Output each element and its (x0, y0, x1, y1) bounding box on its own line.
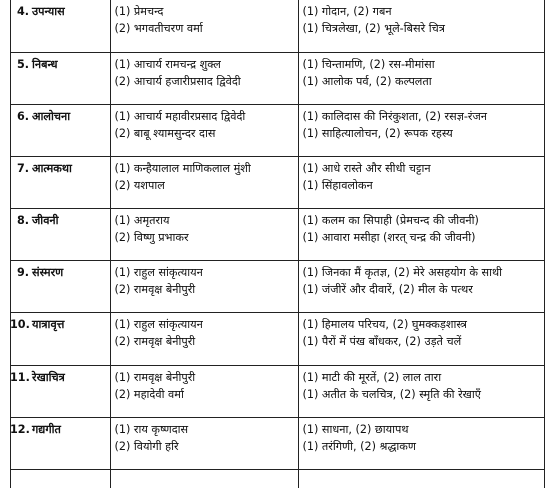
works-line: (1) आवारा मसीहा (शरत् चन्द्र की जीवनी) (302, 231, 476, 245)
author-line: (1) आचार्य रामचन्द्र शुक्ल (114, 57, 221, 71)
works-line: (1) कालिदास की निरंकुशता, (2) रसज्ञ-रंजन (302, 109, 487, 123)
empty-cell (298, 470, 545, 488)
row-number: 12. (10, 417, 30, 469)
row-number: 10. (10, 313, 30, 365)
works-cell (298, 417, 545, 469)
genre-label: रेखाचित्र (30, 365, 110, 417)
author-line: (1) आचार्य महावीरप्रसाद द्विवेदी (114, 109, 246, 123)
table-row (10, 156, 545, 208)
author-line: (2) भगवतीचरण वर्मा (114, 22, 203, 35)
literature-table (10, 0, 545, 488)
genre-label: आत्मकथा (30, 156, 110, 208)
table-row (10, 52, 545, 104)
genre-label: उपन्यास (30, 0, 110, 52)
authors-cell (110, 365, 298, 417)
works-cell (298, 0, 545, 52)
genre-label: गद्यगीत (30, 417, 110, 469)
works-line: (1) चिन्तामणि, (2) रस-मीमांसा (302, 57, 435, 71)
authors-cell (110, 156, 298, 208)
authors-cell (110, 52, 298, 104)
works-line: (1) जिनका मैं कृतज्ञ, (2) मेरे असहयोग के साथी (302, 266, 503, 280)
table-row (10, 0, 545, 52)
author-line: (2) बाबू श्यामसुन्दर दास (114, 126, 216, 140)
empty-cell (10, 470, 30, 488)
genre-label: यात्रावृत्त (30, 313, 110, 365)
author-line: (2) रामवृक्ष बेनीपुरी (114, 335, 196, 349)
author-line: (2) रामवृक्ष बेनीपुरी (114, 283, 196, 297)
table-row-continuation (10, 470, 545, 488)
works-line: (1) तरंगिणी, (2) श्रद्धाकण (302, 439, 416, 453)
author-line: (1) राहुल सांकृत्यायन (114, 318, 203, 332)
row-number: 8. (10, 209, 30, 261)
works-line: (1) जंजीरें और दीवारें, (2) मील के पत्थर (302, 283, 473, 297)
works-line: (1) पैरों में पंख बाँधकर, (2) उड़ते चलें (302, 335, 462, 349)
empty-cell (30, 470, 110, 488)
works-cell (298, 209, 545, 261)
works-line: (1) आधे रास्ते और सीधी चट्टान (302, 161, 431, 175)
table-row (10, 104, 545, 156)
row-number: 5. (10, 52, 30, 104)
author-line: (1) कन्हैयालाल माणिकलाल मुंशी (114, 161, 251, 175)
genre-label: संस्मरण (30, 261, 110, 313)
works-line: (1) सिंहावलोकन (302, 178, 373, 192)
works-cell (298, 156, 545, 208)
row-number: 6. (10, 104, 30, 156)
author-line: (2) यशपाल (114, 178, 165, 192)
works-line: (1) माटी की मूरतें, (2) लाल तारा (302, 370, 442, 384)
author-line: (2) महादेवी वर्मा (114, 387, 184, 401)
author-line: (1) अमृतराय (114, 214, 170, 228)
row-number: 7. (10, 156, 30, 208)
table-row (10, 209, 545, 261)
row-number: 4. (10, 0, 30, 52)
author-line: (1) राय कृष्णदास (114, 422, 189, 436)
table-row (10, 313, 545, 365)
works-line: (1) चित्रलेखा, (2) भूले-बिसरे चित्र (302, 22, 445, 35)
author-line: (1) रामवृक्ष बेनीपुरी (114, 370, 196, 384)
row-number: 9. (10, 261, 30, 313)
works-line: (1) साधना, (2) छायापथ (302, 422, 409, 436)
works-cell (298, 261, 545, 313)
authors-cell (110, 209, 298, 261)
genre-label: निबन्ध (30, 52, 110, 104)
works-cell (298, 313, 545, 365)
row-number: 11. (10, 365, 30, 417)
works-line: (1) हिमालय परिचय, (2) घुमक्कड़शास्त्र (302, 318, 467, 332)
works-cell (298, 52, 545, 104)
authors-cell (110, 261, 298, 313)
works-line: (1) आलोक पर्व, (2) कल्पलता (302, 74, 432, 88)
table-row (10, 365, 545, 417)
table-row (10, 417, 545, 469)
author-line: (2) वियोगी हरि (114, 439, 179, 453)
author-line: (1) राहुल सांकृत्यायन (114, 266, 203, 280)
author-line: (2) विष्णु प्रभाकर (114, 231, 189, 245)
table-row (10, 261, 545, 313)
works-line: (1) साहित्यालोचन, (2) रूपक रहस्य (302, 126, 453, 140)
empty-cell (110, 470, 298, 488)
works-line: (1) कलम का सिपाही (प्रेमचन्द की जीवनी) (302, 214, 479, 228)
works-cell (298, 365, 545, 417)
author-line: (1) प्रेमचन्द (114, 5, 164, 18)
authors-cell (110, 313, 298, 365)
authors-cell (110, 0, 298, 52)
authors-cell (110, 417, 298, 469)
works-line: (1) अतीत के चलचित्र, (2) स्मृति की रेखाएँ (302, 387, 481, 401)
works-line: (1) गोदान, (2) गबन (302, 5, 392, 18)
authors-cell (110, 104, 298, 156)
genre-label: आलोचना (30, 104, 110, 156)
author-line: (2) आचार्य हजारीप्रसाद द्विवेदी (114, 74, 241, 88)
genre-label: जीवनी (30, 209, 110, 261)
works-cell (298, 104, 545, 156)
